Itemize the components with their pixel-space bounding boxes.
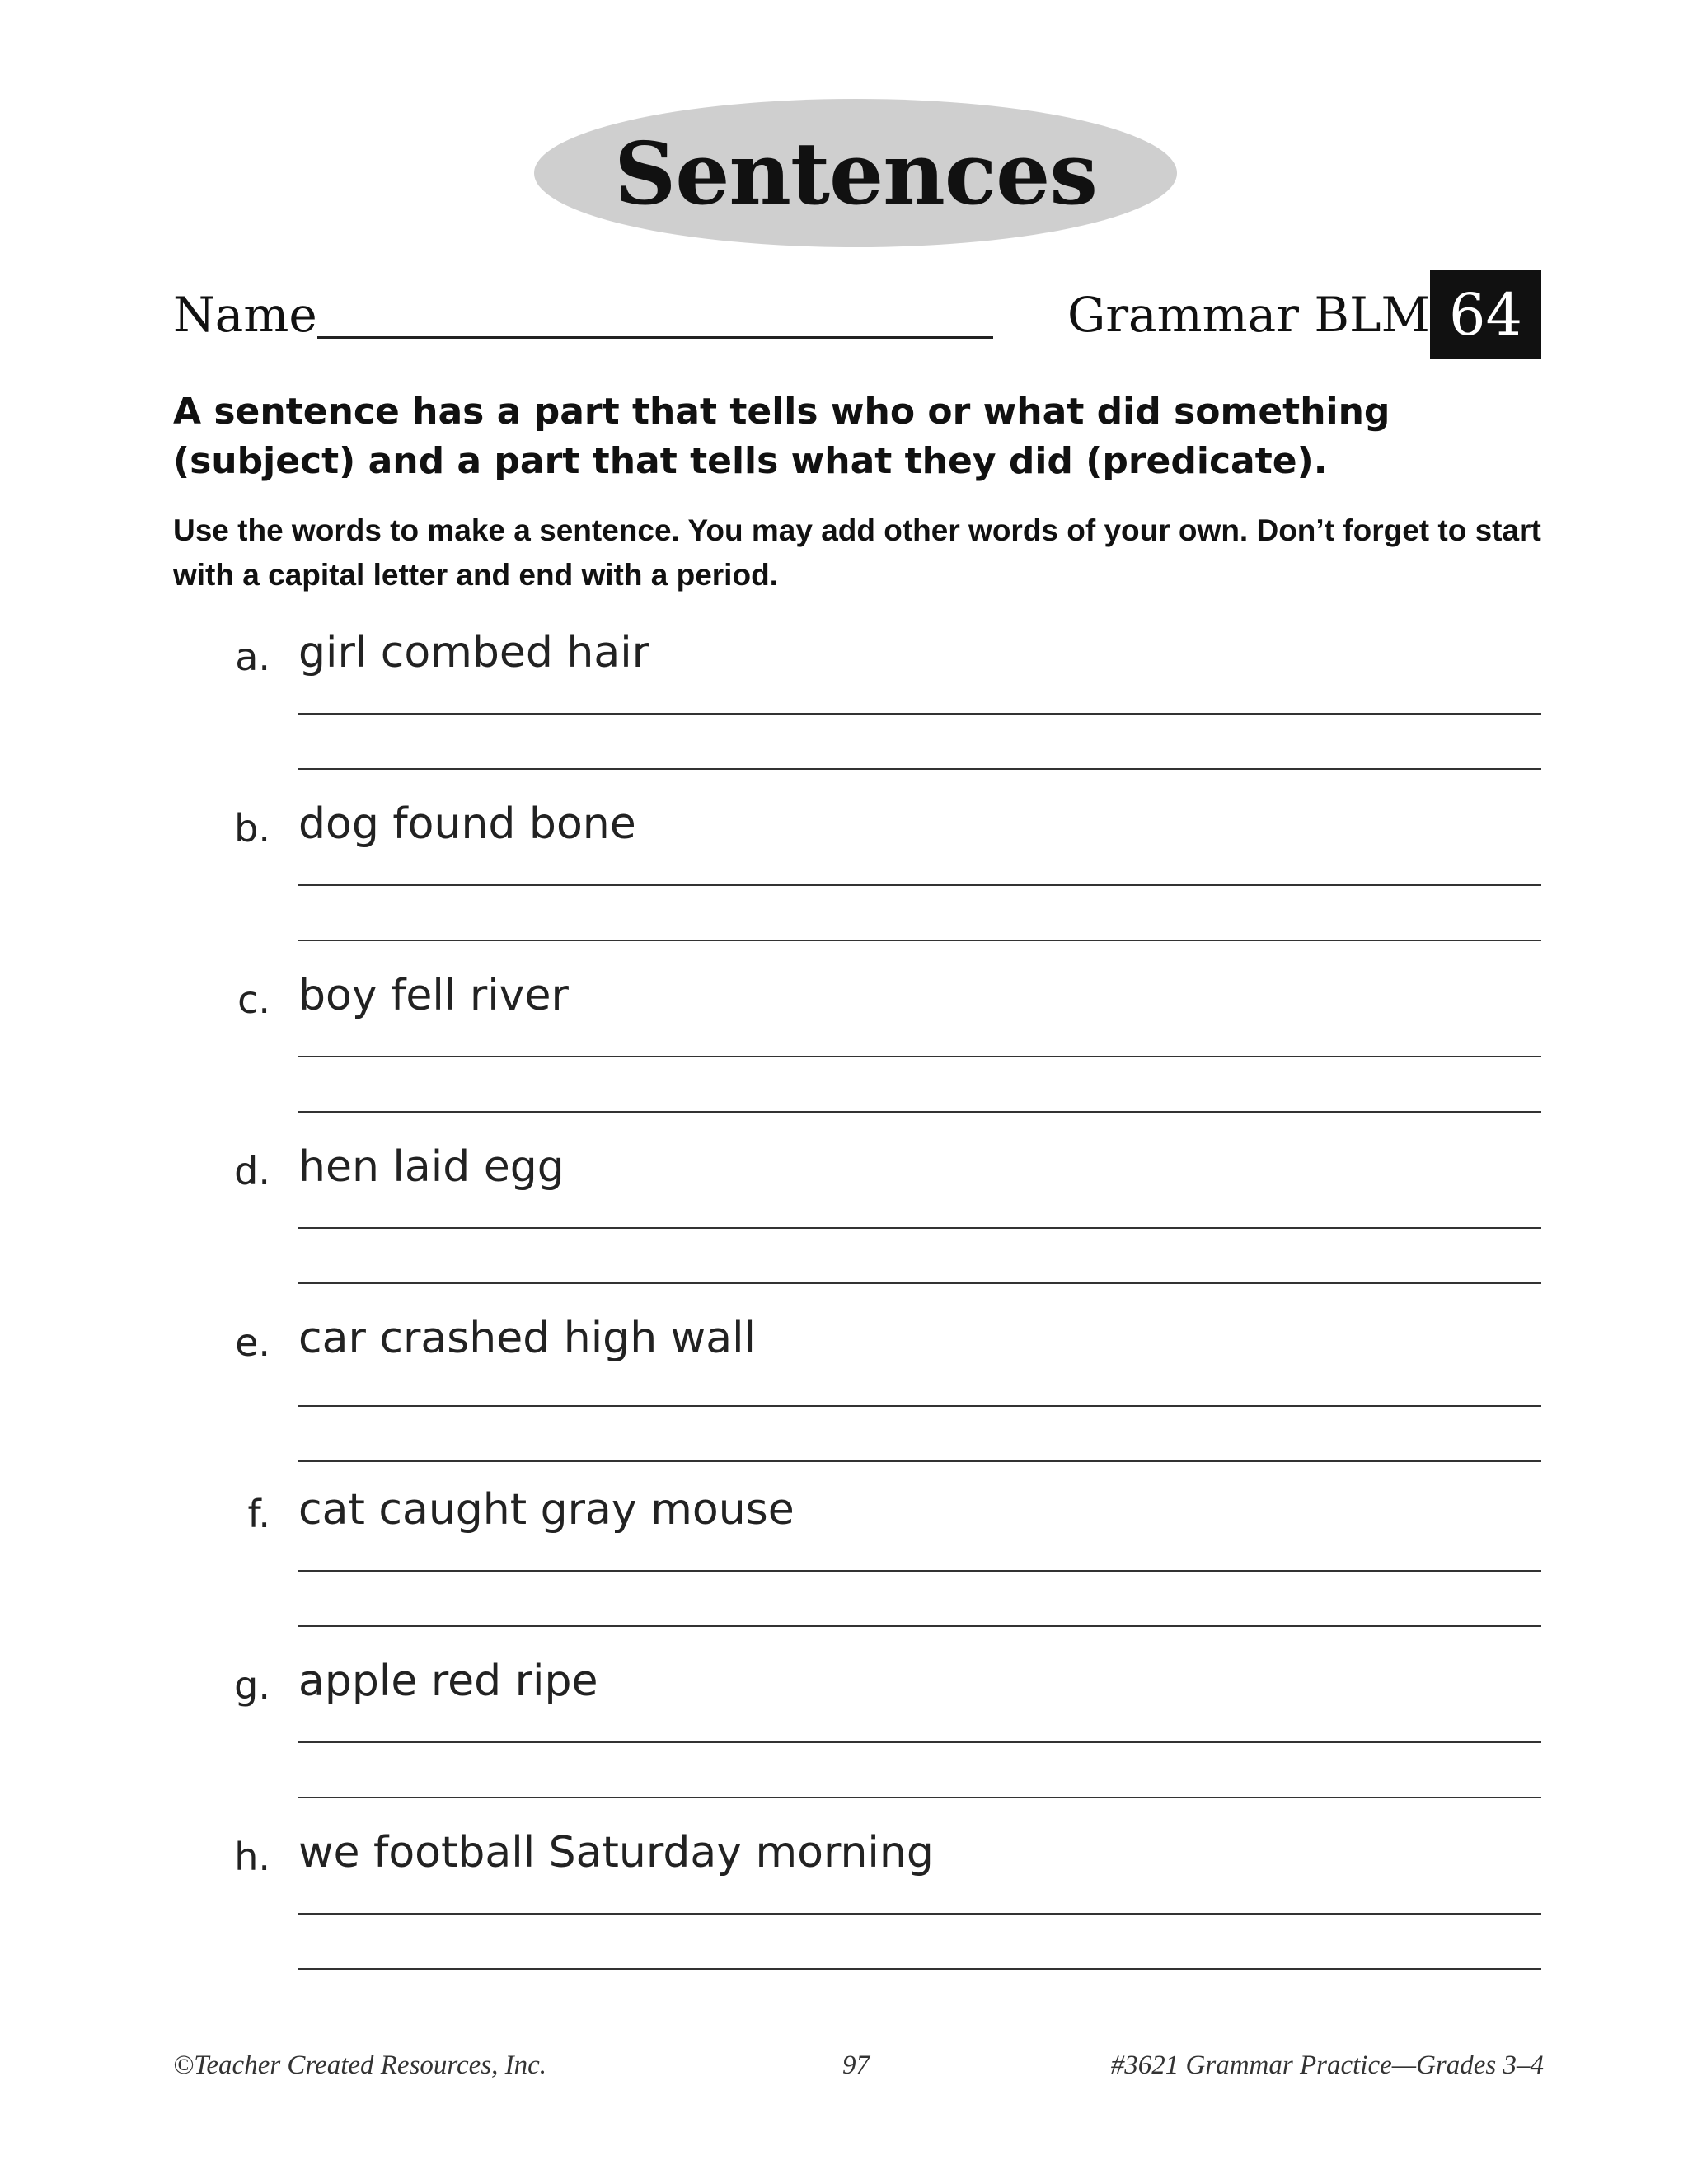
exercise-item-a [0,628,1688,808]
exercise-item-c [0,971,1688,1151]
item-words: hen laid egg [298,1142,565,1192]
answer-line[interactable] [298,1405,1541,1407]
item-letter: b. [234,806,270,851]
exercise-item-g [0,1657,1688,1836]
answer-line[interactable] [298,1056,1541,1057]
exercise-item-d [0,1142,1688,1322]
name-field-line[interactable] [317,336,993,339]
footer-page-number: 97 [842,2050,870,2080]
footer-copyright: ©Teacher Created Resources, Inc. [173,2050,547,2080]
answer-line[interactable] [298,884,1541,886]
item-words: we football Saturday morning [298,1828,934,1877]
instructions: Use the words to make a sentence. You may add other words of your own. Don’t forget to start with a capital letter and end with a period. [173,513,1541,592]
answer-line[interactable] [298,768,1541,770]
item-letter: h. [234,1835,270,1879]
answer-line[interactable] [298,1282,1541,1284]
grammar-rule: A sentence has a part that tells who or what did something (subject) and a part that tells what they did (predicate). [173,391,1390,482]
item-letter: c. [237,977,270,1022]
blm-label: Grammar BLM [1067,287,1430,343]
item-letter: e. [235,1320,270,1365]
page-title: Sentences [614,122,1097,224]
answer-line[interactable] [298,1797,1541,1798]
answer-line[interactable] [298,940,1541,941]
answer-line[interactable] [298,1227,1541,1229]
exercise-item-e [0,1314,1688,1493]
footer-book-title: #3621 Grammar Practice—Grades 3–4 [1110,2050,1544,2080]
item-letter: g. [234,1663,270,1708]
blm-number-badge: 64 [1430,270,1541,359]
answer-line[interactable] [298,1460,1541,1462]
item-words: girl combed hair [298,628,650,677]
item-words: dog found bone [298,799,636,849]
answer-line[interactable] [298,1913,1541,1915]
item-words: cat caught gray mouse [298,1485,795,1535]
answer-line[interactable] [298,1741,1541,1743]
exercise-item-f [0,1485,1688,1665]
answer-line[interactable] [298,1111,1541,1113]
item-letter: d. [234,1149,270,1193]
item-words: boy fell river [298,971,569,1020]
item-letter: f. [247,1492,270,1536]
item-letter: a. [235,635,270,679]
answer-line[interactable] [298,1968,1541,1970]
answer-line[interactable] [298,1570,1541,1572]
exercise-item-b [0,799,1688,979]
item-words: car crashed high wall [298,1314,756,1363]
item-words: apple red ripe [298,1657,598,1706]
exercise-item-h [0,1828,1688,2008]
name-label: Name [173,287,317,343]
answer-line[interactable] [298,1625,1541,1627]
answer-line[interactable] [298,713,1541,715]
